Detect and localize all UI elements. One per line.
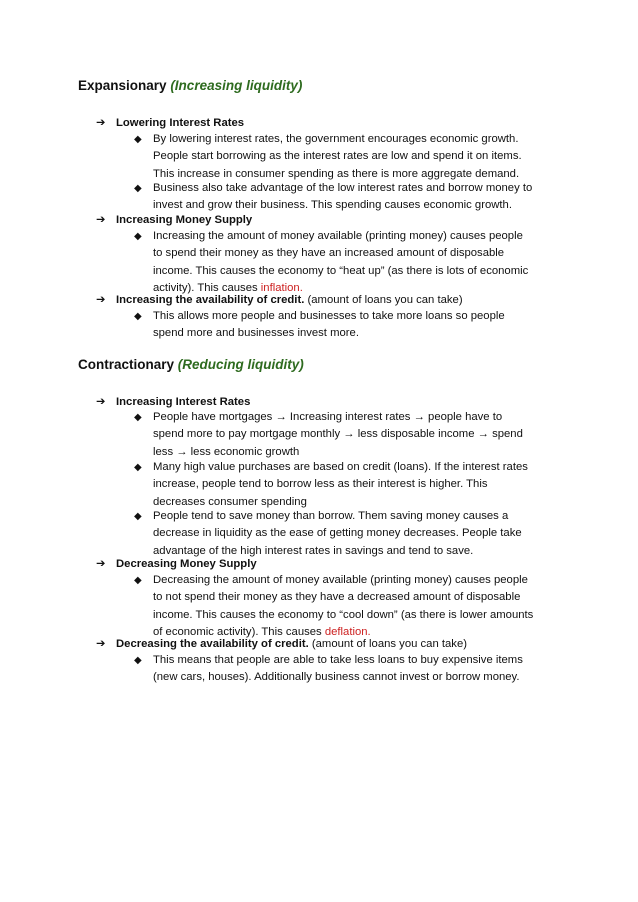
bullet-line: Increasing the amount of money available (printing money) causes people	[153, 230, 523, 242]
highlight-deflation: deflation.	[324, 625, 371, 638]
bullet-line: This means that people are able to take less loans to buy expensive items	[153, 654, 523, 666]
bullet-line: increase, people tend to borrow less as their interest is higher. This	[153, 478, 488, 491]
bullet-line: This increase in consumer spending as there is more aggregate demand.	[153, 167, 520, 180]
bullet-line: to spend their money as they have an increased amount of disposable	[153, 247, 505, 260]
item-note: (amount of loans you can take)	[304, 294, 463, 306]
bullet-line: invest and grow their business. This spending causes economic growth.	[153, 199, 512, 212]
section-heading-contractionary	[78, 357, 304, 373]
bullet-line: spend more to pay mortgage monthly → less disposable income → spend	[153, 428, 523, 441]
section-subtitle: (Increasing liquidity)	[170, 78, 303, 93]
bullet-line: activity). This causes inflation.	[153, 281, 303, 294]
highlight-inflation: inflation.	[260, 281, 303, 294]
diamond-bullet-icon: ◆	[134, 655, 142, 666]
section-title: Contractionary	[78, 357, 175, 372]
bullet-line: People have mortgages → Increasing interest rates → people have to	[153, 411, 503, 423]
bullet-line: spend more and businesses invest more.	[153, 327, 359, 340]
bullet-line: less → less economic growth	[153, 445, 300, 458]
arrow-bullet-icon: ➔	[96, 638, 106, 650]
bullet-line: People tend to save money than borrow. Them saving money causes a	[153, 510, 509, 522]
item-label: Decreasing Money Supply	[116, 558, 257, 570]
bullet-line: of economic activity). This causes deflation.	[153, 625, 371, 638]
bullet-line: Decreasing the amount of money available (printing money) causes people	[153, 574, 528, 586]
bullet-line: (new cars, houses). Additionally business cannot invest or borrow money.	[153, 671, 520, 684]
item-label: Increasing Interest Rates	[116, 396, 251, 408]
bullet-line: decrease in liquidity as the ease of getting money decreases. People take	[153, 527, 522, 540]
arrow-bullet-icon: ➔	[96, 117, 106, 129]
bullet-line: advantage of the high interest rates in savings and tend to save.	[153, 544, 474, 557]
diamond-bullet-icon: ◆	[134, 183, 142, 194]
bullet-line: Business also take advantage of the low interest rates and borrow money to	[153, 182, 533, 194]
bullet-line: People start borrowing as the interest rates are low and spend it on items.	[153, 150, 522, 163]
item-label: Increasing Money Supply	[116, 214, 253, 226]
item-label: Increasing the availability of credit.	[116, 294, 305, 306]
bullet-line: This allows more people and businesses to take more loans so people	[153, 310, 505, 322]
diamond-bullet-icon: ◆	[134, 462, 142, 473]
item-label: Decreasing the availability of credit.	[116, 638, 309, 650]
arrow-bullet-icon: ➔	[96, 558, 106, 570]
diamond-bullet-icon: ◆	[134, 311, 142, 322]
diamond-bullet-icon: ◆	[134, 412, 142, 423]
section-title: Expansionary	[78, 78, 167, 93]
arrow-bullet-icon: ➔	[96, 214, 106, 226]
bullet-line: decreases consumer spending	[153, 495, 307, 508]
diamond-bullet-icon: ◆	[134, 511, 142, 522]
arrow-bullet-icon: ➔	[96, 294, 106, 306]
bullet-line: Many high value purchases are based on credit (loans). If the interest rates	[153, 461, 528, 473]
diamond-bullet-icon: ◆	[134, 231, 142, 242]
bullet-line: By lowering interest rates, the government encourages economic growth.	[153, 133, 519, 145]
arrow-bullet-icon: ➔	[96, 396, 106, 408]
bullet-line: income. This causes the economy to “heat up” (as there is lots of economic	[153, 264, 529, 277]
diamond-bullet-icon: ◆	[134, 575, 142, 586]
item-label: Lowering Interest Rates	[116, 117, 245, 129]
section-heading-expansionary	[78, 78, 302, 94]
item-note: (amount of loans you can take)	[308, 638, 467, 650]
bullet-line: to not spend their money as they have a decreased amount of disposable	[153, 591, 521, 604]
diamond-bullet-icon: ◆	[134, 134, 142, 145]
bullet-line: income. This causes the economy to “cool down” (as there is lower amounts	[153, 608, 534, 621]
section-subtitle: (Reducing liquidity)	[177, 357, 304, 372]
